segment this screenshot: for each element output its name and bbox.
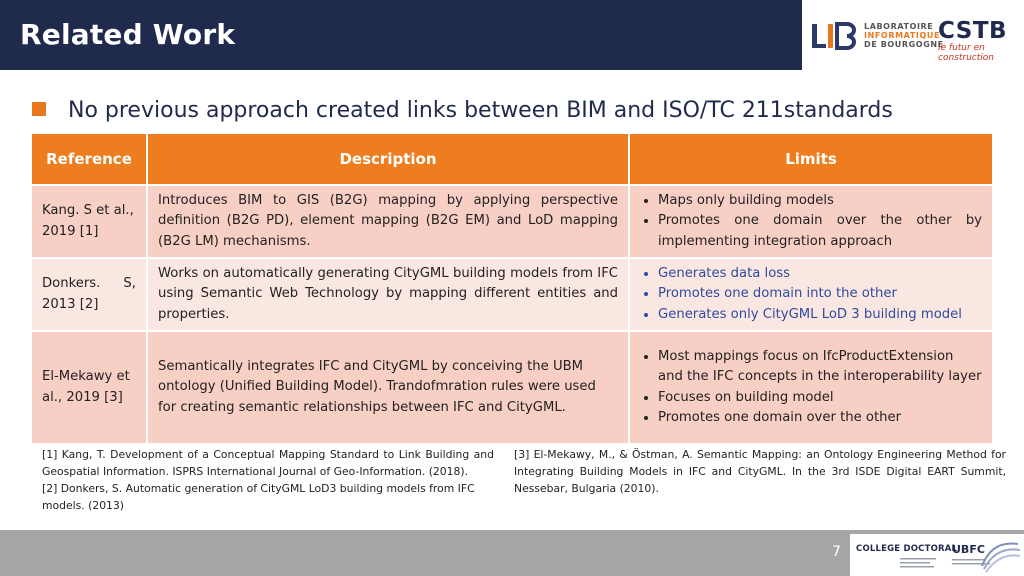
citations-left bbox=[42, 446, 494, 514]
table-header-row bbox=[32, 134, 992, 185]
lib-logo-icon bbox=[810, 20, 858, 52]
table-row bbox=[32, 258, 992, 331]
description-cell: Works on automatically generating CityGML building models from IFC using Semantic Web Technology by mapping different entities and properties. bbox=[147, 258, 629, 331]
limit-item: • Generates only CityGML LoD 3 building model bbox=[658, 305, 982, 326]
citations-right bbox=[514, 446, 1006, 497]
college-doctoral-logo: COLLEGE DOCTORAL bbox=[856, 544, 958, 554]
limit-item: • Promotes one domain into the other bbox=[658, 284, 982, 305]
cstb-tagline: le futur en construction bbox=[938, 43, 994, 63]
header-reference: Reference bbox=[32, 134, 147, 185]
ubfc-swirl-icon bbox=[978, 536, 1022, 574]
citation-3: [3] El-Mekawy, M., & Östman, A. Semantic Mapping: an Ontology Engineering Method for Integrating Building Models in IFC and CityGML. In the 3rd ISDE Digital EART Summit, Nessebar, Bulgaria (2010). bbox=[514, 448, 1006, 495]
page-number: 7 bbox=[832, 544, 841, 560]
limits-cell bbox=[629, 185, 992, 258]
description-cell: Semantically integrates IFC and CityGML by conceiving the UBM ontology (Unified Building Model). Trandofmration rules were used for creating semantic relationships between IFC and CityGML. bbox=[147, 331, 629, 443]
limits-cell bbox=[629, 331, 992, 443]
limit-item: • Promotes one domain over the other by implementing integration approach bbox=[658, 211, 982, 252]
reference-cell: Donkers. S, 2013 [2] bbox=[32, 258, 147, 331]
header-description: Description bbox=[147, 134, 629, 185]
limits-cell bbox=[629, 258, 992, 331]
lib-logo-text: LABORATOIRE INFORMATIQUE DE BOURGOGNE bbox=[864, 22, 944, 49]
table-row bbox=[32, 185, 992, 258]
limit-item: • Promotes one domain over the other bbox=[658, 408, 982, 429]
reference-cell: El-Mekawy et al., 2019 [3] bbox=[32, 331, 147, 443]
reference-cell: Kang. S et al., 2019 [1] bbox=[32, 185, 147, 258]
cstb-logo: CSTB bbox=[938, 18, 1008, 44]
limit-item: • Generates data loss bbox=[658, 264, 982, 285]
ubfc-logo: UBFC bbox=[952, 543, 985, 556]
header-limits: Limits bbox=[629, 134, 992, 185]
table-row bbox=[32, 331, 992, 443]
college-subtext-icon bbox=[900, 556, 940, 570]
bullet-square-icon bbox=[32, 102, 46, 116]
citation-2: [2] Donkers, S. Automatic generation of CityGML LoD3 building models from IFC models. (2013) bbox=[42, 482, 475, 512]
limit-item: • Focuses on building model bbox=[658, 388, 982, 409]
footer-logos bbox=[850, 534, 1024, 576]
title-bar bbox=[0, 0, 802, 70]
related-work-table bbox=[32, 134, 992, 443]
slide-title: Related Work bbox=[20, 18, 236, 51]
citation-1: [1] Kang, T. Development of a Conceptual Mapping Standard to Link Building and Geospatial Information. ISPRS International Journal of Geo-Information. (2018). bbox=[42, 448, 494, 478]
slide-heading: No previous approach created links between BIM and ISO/TC 211standards bbox=[68, 98, 893, 123]
logo-area bbox=[802, 0, 1024, 70]
description-cell: Introduces BIM to GIS (B2G) mapping by applying perspective definition (B2G PD), element mapping (B2G EM) and LoD mapping (B2G LM) mechanisms. bbox=[147, 185, 629, 258]
limit-item: • Maps only building models bbox=[658, 191, 982, 212]
limit-item: • Most mappings focus on IfcProductExtension and the IFC concepts in the interoperability layer bbox=[658, 347, 982, 388]
